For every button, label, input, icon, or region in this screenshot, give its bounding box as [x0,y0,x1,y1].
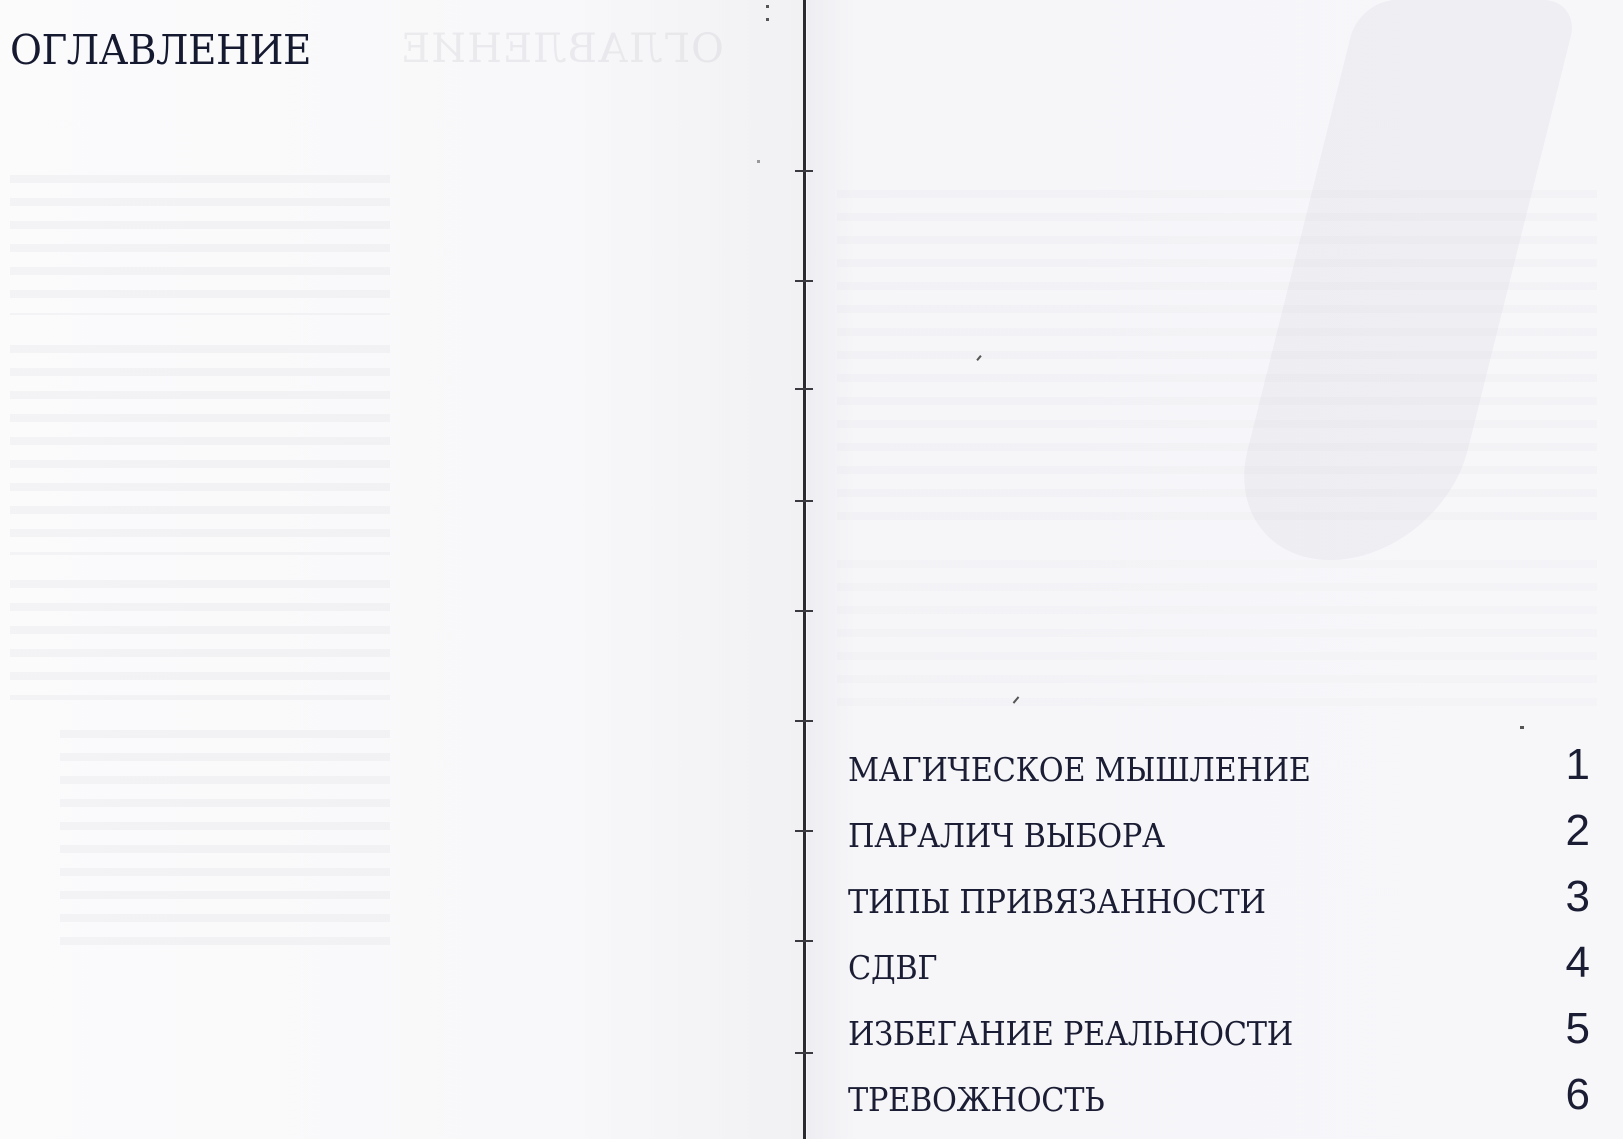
stitch-mark [795,1052,813,1054]
show-through-text [837,560,1597,710]
toc-entry[interactable] [848,1070,1590,1136]
toc-entry[interactable] [848,872,1590,938]
stitch-mark [795,610,813,612]
toc-entry-title: ИЗБЕГАНИЕ РЕАЛЬНОСТИ [848,1014,1293,1053]
toc-entry-title: ПАРАЛИЧ ВЫБОРА [848,816,1165,855]
toc-entry-title: ТИПЫ ПРИВЯЗАННОСТИ [848,882,1266,921]
toc-entry-page-number: 5 [1565,1004,1590,1053]
show-through-title: ОГЛАВЛЕНИЕ [400,26,724,72]
stitch-mark [795,830,813,832]
show-through-text [10,175,390,315]
toc-entry-title: МАГИЧЕСКОЕ МЫШЛЕНИЕ [848,750,1311,789]
toc-entry-page-number: 1 [1565,740,1590,789]
stitch-mark [795,170,813,172]
toc-entry-title: СДВГ [848,948,938,987]
stitch-mark [795,500,813,502]
stitch-mark [795,388,813,390]
toc-entry[interactable] [848,938,1590,1004]
page-title: ОГЛАВЛЕНИЕ [10,26,311,74]
dust-speck [766,18,769,21]
show-through-text [10,580,390,700]
show-through-text [60,730,390,960]
stitch-mark [795,280,813,282]
dust-speck [757,160,760,163]
toc-entry-page-number: 4 [1565,938,1590,987]
toc-entry-page-number: 2 [1565,806,1590,855]
toc-entry[interactable] [848,740,1590,806]
toc-entry-title: ТРЕВОЖНОСТЬ [848,1080,1105,1119]
toc-entry-page-number: 3 [1565,872,1590,921]
toc-entry[interactable] [848,806,1590,872]
left-page [0,0,804,1139]
toc-entry-page-number: 6 [1565,1070,1590,1119]
dust-speck [766,5,769,8]
stitch-mark [795,940,813,942]
table-of-contents [848,740,1590,1136]
dust-speck [1520,726,1524,729]
show-through-text [10,345,390,555]
toc-entry[interactable] [848,1004,1590,1070]
stitch-mark [795,720,813,722]
